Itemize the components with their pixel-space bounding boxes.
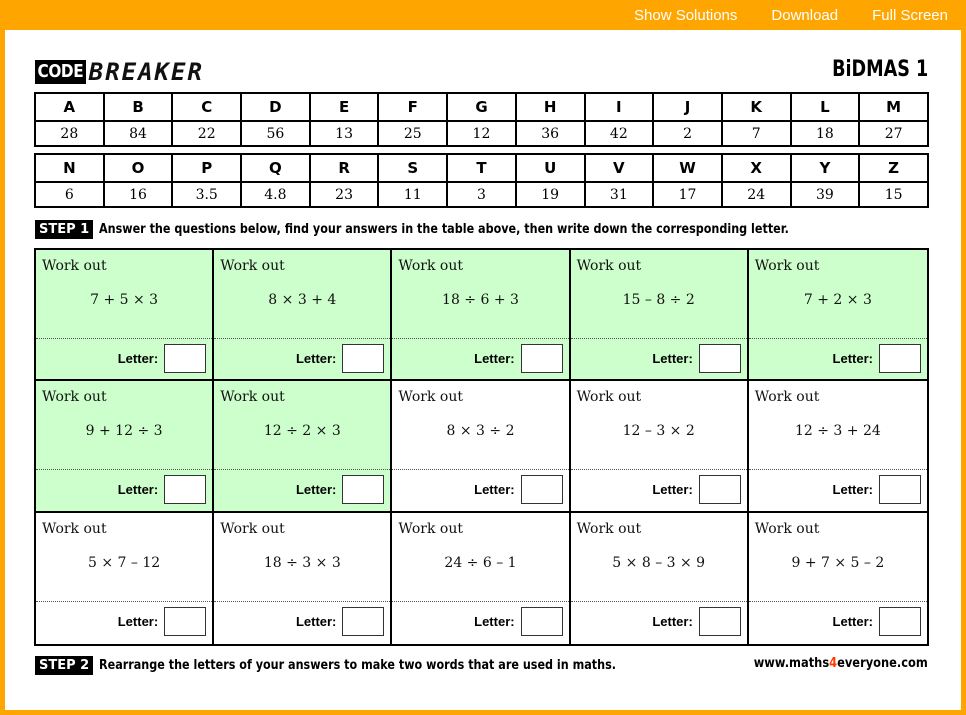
answer-row <box>833 344 921 373</box>
question-expression: 12 ÷ 3 + 24 <box>794 423 881 440</box>
question-expression: 18 ÷ 3 × 3 <box>263 554 341 571</box>
code-letters-row <box>35 93 928 121</box>
code-value-cell: 7 <box>722 121 791 146</box>
top-toolbar <box>0 0 966 30</box>
dotted-divider <box>749 469 927 470</box>
code-letter-cell: Q <box>241 154 310 182</box>
code-letter-cell: P <box>172 154 241 182</box>
logo-breaker-text: BREAKER <box>88 58 204 86</box>
letter-label: Letter: <box>832 482 873 498</box>
code-value-cell: 84 <box>104 121 173 146</box>
answer-row <box>652 475 740 504</box>
logo-code-text: CODE <box>35 60 86 84</box>
download-link[interactable]: Download <box>771 6 839 24</box>
letter-label: Letter: <box>652 351 693 366</box>
answer-row <box>652 344 740 373</box>
letter-answer-box[interactable] <box>164 475 206 504</box>
question-expression: 15 – 8 ÷ 2 <box>622 292 695 308</box>
code-letter-cell: N <box>35 154 104 182</box>
question-card <box>749 381 927 512</box>
letter-label: Letter: <box>295 613 337 629</box>
step-1-instruction <box>35 220 901 239</box>
question-prompt: Work out <box>576 258 642 274</box>
question-expression: 8 × 3 + 4 <box>268 292 337 308</box>
answer-row <box>118 475 206 504</box>
code-value-cell: 17 <box>653 182 722 207</box>
question-card <box>214 513 392 644</box>
answer-row <box>118 607 206 636</box>
question-expression: 12 ÷ 2 × 3 <box>263 423 341 440</box>
code-value-cell: 23 <box>310 182 379 207</box>
question-card <box>571 250 749 381</box>
question-expression: 18 ÷ 6 + 3 <box>442 292 519 308</box>
code-value-cell: 13 <box>310 121 379 146</box>
letter-answer-box[interactable] <box>164 607 206 636</box>
question-prompt: Work out <box>220 389 285 406</box>
question-card <box>214 381 392 512</box>
codebreaker-logo <box>35 59 204 85</box>
answer-row <box>474 344 562 373</box>
code-value-cell: 3.5 <box>172 182 241 207</box>
answer-row <box>296 475 384 504</box>
letter-answer-box[interactable] <box>699 475 741 504</box>
code-values-row <box>35 182 928 207</box>
code-letter-cell: D <box>241 93 310 121</box>
question-grid <box>34 248 929 646</box>
step-2-instruction <box>35 656 700 675</box>
letter-answer-box[interactable] <box>342 607 384 636</box>
site-url-post: everyone.com <box>837 656 928 671</box>
question-card <box>392 513 570 644</box>
code-letter-cell: B <box>104 93 173 121</box>
step-2-text: Rearrange the letters of your answers to make two words that are used in maths. <box>99 658 617 673</box>
show-solutions-link[interactable]: Show Solutions <box>634 6 738 24</box>
code-letter-cell: H <box>516 93 585 121</box>
site-url-four: 4 <box>829 656 838 671</box>
code-letter-cell: A <box>35 93 104 121</box>
code-values-row <box>35 121 928 146</box>
answer-row <box>652 607 740 636</box>
question-prompt: Work out <box>220 258 285 274</box>
code-letter-cell: F <box>378 93 447 121</box>
code-value-cell: 24 <box>722 182 791 207</box>
code-table-a-m <box>34 92 929 147</box>
letter-answer-box[interactable] <box>879 607 921 636</box>
question-expression: 12 – 3 × 2 <box>622 423 695 440</box>
code-value-cell: 39 <box>791 182 860 207</box>
question-card <box>214 250 392 381</box>
letter-label: Letter: <box>474 351 515 366</box>
letter-answer-box[interactable] <box>879 475 921 504</box>
dotted-divider <box>571 601 747 602</box>
dotted-divider <box>36 601 212 602</box>
code-value-cell: 22 <box>172 121 241 146</box>
step-1-text: Answer the questions below, find your answers in the table above, then write down the corresponding letter. <box>99 222 790 237</box>
code-value-cell: 28 <box>35 121 104 146</box>
code-value-cell: 11 <box>378 182 447 207</box>
dotted-divider <box>392 469 568 470</box>
letter-label: Letter: <box>832 613 873 629</box>
letter-answer-box[interactable] <box>342 475 384 504</box>
code-letter-cell: Y <box>791 154 860 182</box>
question-expression: 9 + 7 × 5 – 2 <box>791 554 885 571</box>
code-letter-cell: R <box>310 154 379 182</box>
letter-label: Letter: <box>117 613 159 629</box>
letter-answer-box[interactable] <box>342 344 384 373</box>
question-expression: 5 × 8 – 3 × 9 <box>612 554 706 571</box>
dotted-divider <box>571 469 747 470</box>
answer-row <box>474 607 562 636</box>
question-expression: 24 ÷ 6 – 1 <box>444 554 517 571</box>
code-letter-cell: X <box>722 154 791 182</box>
question-prompt: Work out <box>754 520 820 537</box>
question-expression: 7 + 5 × 3 <box>90 292 159 308</box>
code-letter-cell: T <box>447 154 516 182</box>
code-value-cell: 18 <box>791 121 860 146</box>
question-expression: 8 × 3 ÷ 2 <box>446 423 515 440</box>
step-2-tag: STEP 2 <box>35 656 93 675</box>
code-value-cell: 25 <box>378 121 447 146</box>
code-value-cell: 4.8 <box>241 182 310 207</box>
dotted-divider <box>214 601 390 602</box>
answer-row <box>296 607 384 636</box>
letter-label: Letter: <box>652 613 693 629</box>
code-letter-cell: O <box>104 154 173 182</box>
question-card <box>749 513 927 644</box>
code-value-cell: 16 <box>104 182 173 207</box>
answer-row <box>296 344 384 373</box>
code-letter-cell: E <box>310 93 379 121</box>
code-letter-cell: C <box>172 93 241 121</box>
letter-answer-box[interactable] <box>699 607 741 636</box>
code-value-cell: 42 <box>585 121 654 146</box>
question-prompt: Work out <box>42 389 107 406</box>
letter-label: Letter: <box>474 613 515 629</box>
code-letter-cell: G <box>447 93 516 121</box>
code-table-n-z <box>34 153 929 208</box>
code-value-cell: 6 <box>35 182 104 207</box>
question-prompt: Work out <box>42 520 107 537</box>
question-prompt: Work out <box>754 389 820 406</box>
question-card <box>36 250 214 381</box>
dotted-divider <box>749 601 927 602</box>
code-value-cell: 3 <box>447 182 516 207</box>
code-letter-cell: S <box>378 154 447 182</box>
dotted-divider <box>36 338 212 339</box>
code-letter-cell: L <box>791 93 860 121</box>
code-letter-cell: K <box>722 93 791 121</box>
code-letter-cell: I <box>585 93 654 121</box>
code-letter-cell: J <box>653 93 722 121</box>
letter-answer-box[interactable] <box>164 344 206 373</box>
letter-answer-box[interactable] <box>521 607 563 636</box>
answer-row <box>118 344 206 373</box>
dotted-divider <box>392 338 568 339</box>
question-card <box>749 250 927 381</box>
code-value-cell: 36 <box>516 121 585 146</box>
question-card <box>571 513 749 644</box>
code-letter-cell: M <box>859 93 928 121</box>
code-letter-cell: V <box>585 154 654 182</box>
question-prompt: Work out <box>398 520 463 537</box>
question-expression: 5 × 7 – 12 <box>88 554 161 571</box>
letter-answer-box[interactable] <box>879 344 921 373</box>
dotted-divider <box>571 338 747 339</box>
question-expression: 9 + 12 ÷ 3 <box>85 423 163 440</box>
question-card <box>36 381 214 512</box>
letter-label: Letter: <box>295 482 337 498</box>
dotted-divider <box>749 338 927 339</box>
code-letter-cell: Z <box>859 154 928 182</box>
code-letter-cell: W <box>653 154 722 182</box>
answer-row <box>474 475 562 504</box>
site-url-pre: www.maths <box>753 656 830 671</box>
letter-answer-box[interactable] <box>521 344 563 373</box>
step-1-tag: STEP 1 <box>35 220 93 239</box>
letter-label: Letter: <box>117 482 159 498</box>
code-value-cell: 2 <box>653 121 722 146</box>
question-prompt: Work out <box>220 520 285 537</box>
code-value-cell: 19 <box>516 182 585 207</box>
answer-row <box>833 475 921 504</box>
question-card <box>36 513 214 644</box>
question-prompt: Work out <box>754 258 820 274</box>
answer-row <box>833 607 921 636</box>
question-prompt: Work out <box>42 258 107 274</box>
full-screen-link[interactable]: Full Screen <box>872 6 948 24</box>
question-expression: 7 + 2 × 3 <box>803 292 872 308</box>
code-value-cell: 31 <box>585 182 654 207</box>
dotted-divider <box>214 338 390 339</box>
question-prompt: Work out <box>398 258 463 274</box>
question-card <box>392 250 570 381</box>
code-value-cell: 15 <box>859 182 928 207</box>
site-url <box>754 656 928 671</box>
code-value-cell: 56 <box>241 121 310 146</box>
letter-answer-box[interactable] <box>521 475 563 504</box>
dotted-divider <box>36 469 212 470</box>
letter-label: Letter: <box>295 351 337 366</box>
letter-label: Letter: <box>652 482 693 498</box>
code-letter-cell: U <box>516 154 585 182</box>
dotted-divider <box>214 469 390 470</box>
letter-answer-box[interactable] <box>699 344 741 373</box>
letter-label: Letter: <box>832 351 873 366</box>
code-value-cell: 27 <box>859 121 928 146</box>
question-prompt: Work out <box>398 389 463 406</box>
letter-label: Letter: <box>474 482 515 498</box>
code-letters-row <box>35 154 928 182</box>
question-prompt: Work out <box>576 389 642 406</box>
question-prompt: Work out <box>576 520 642 537</box>
code-value-cell: 12 <box>447 121 516 146</box>
dotted-divider <box>392 601 568 602</box>
letter-label: Letter: <box>117 351 159 366</box>
question-card <box>571 381 749 512</box>
worksheet-title: BiDMAS 1 <box>831 57 928 82</box>
question-card <box>392 381 570 512</box>
